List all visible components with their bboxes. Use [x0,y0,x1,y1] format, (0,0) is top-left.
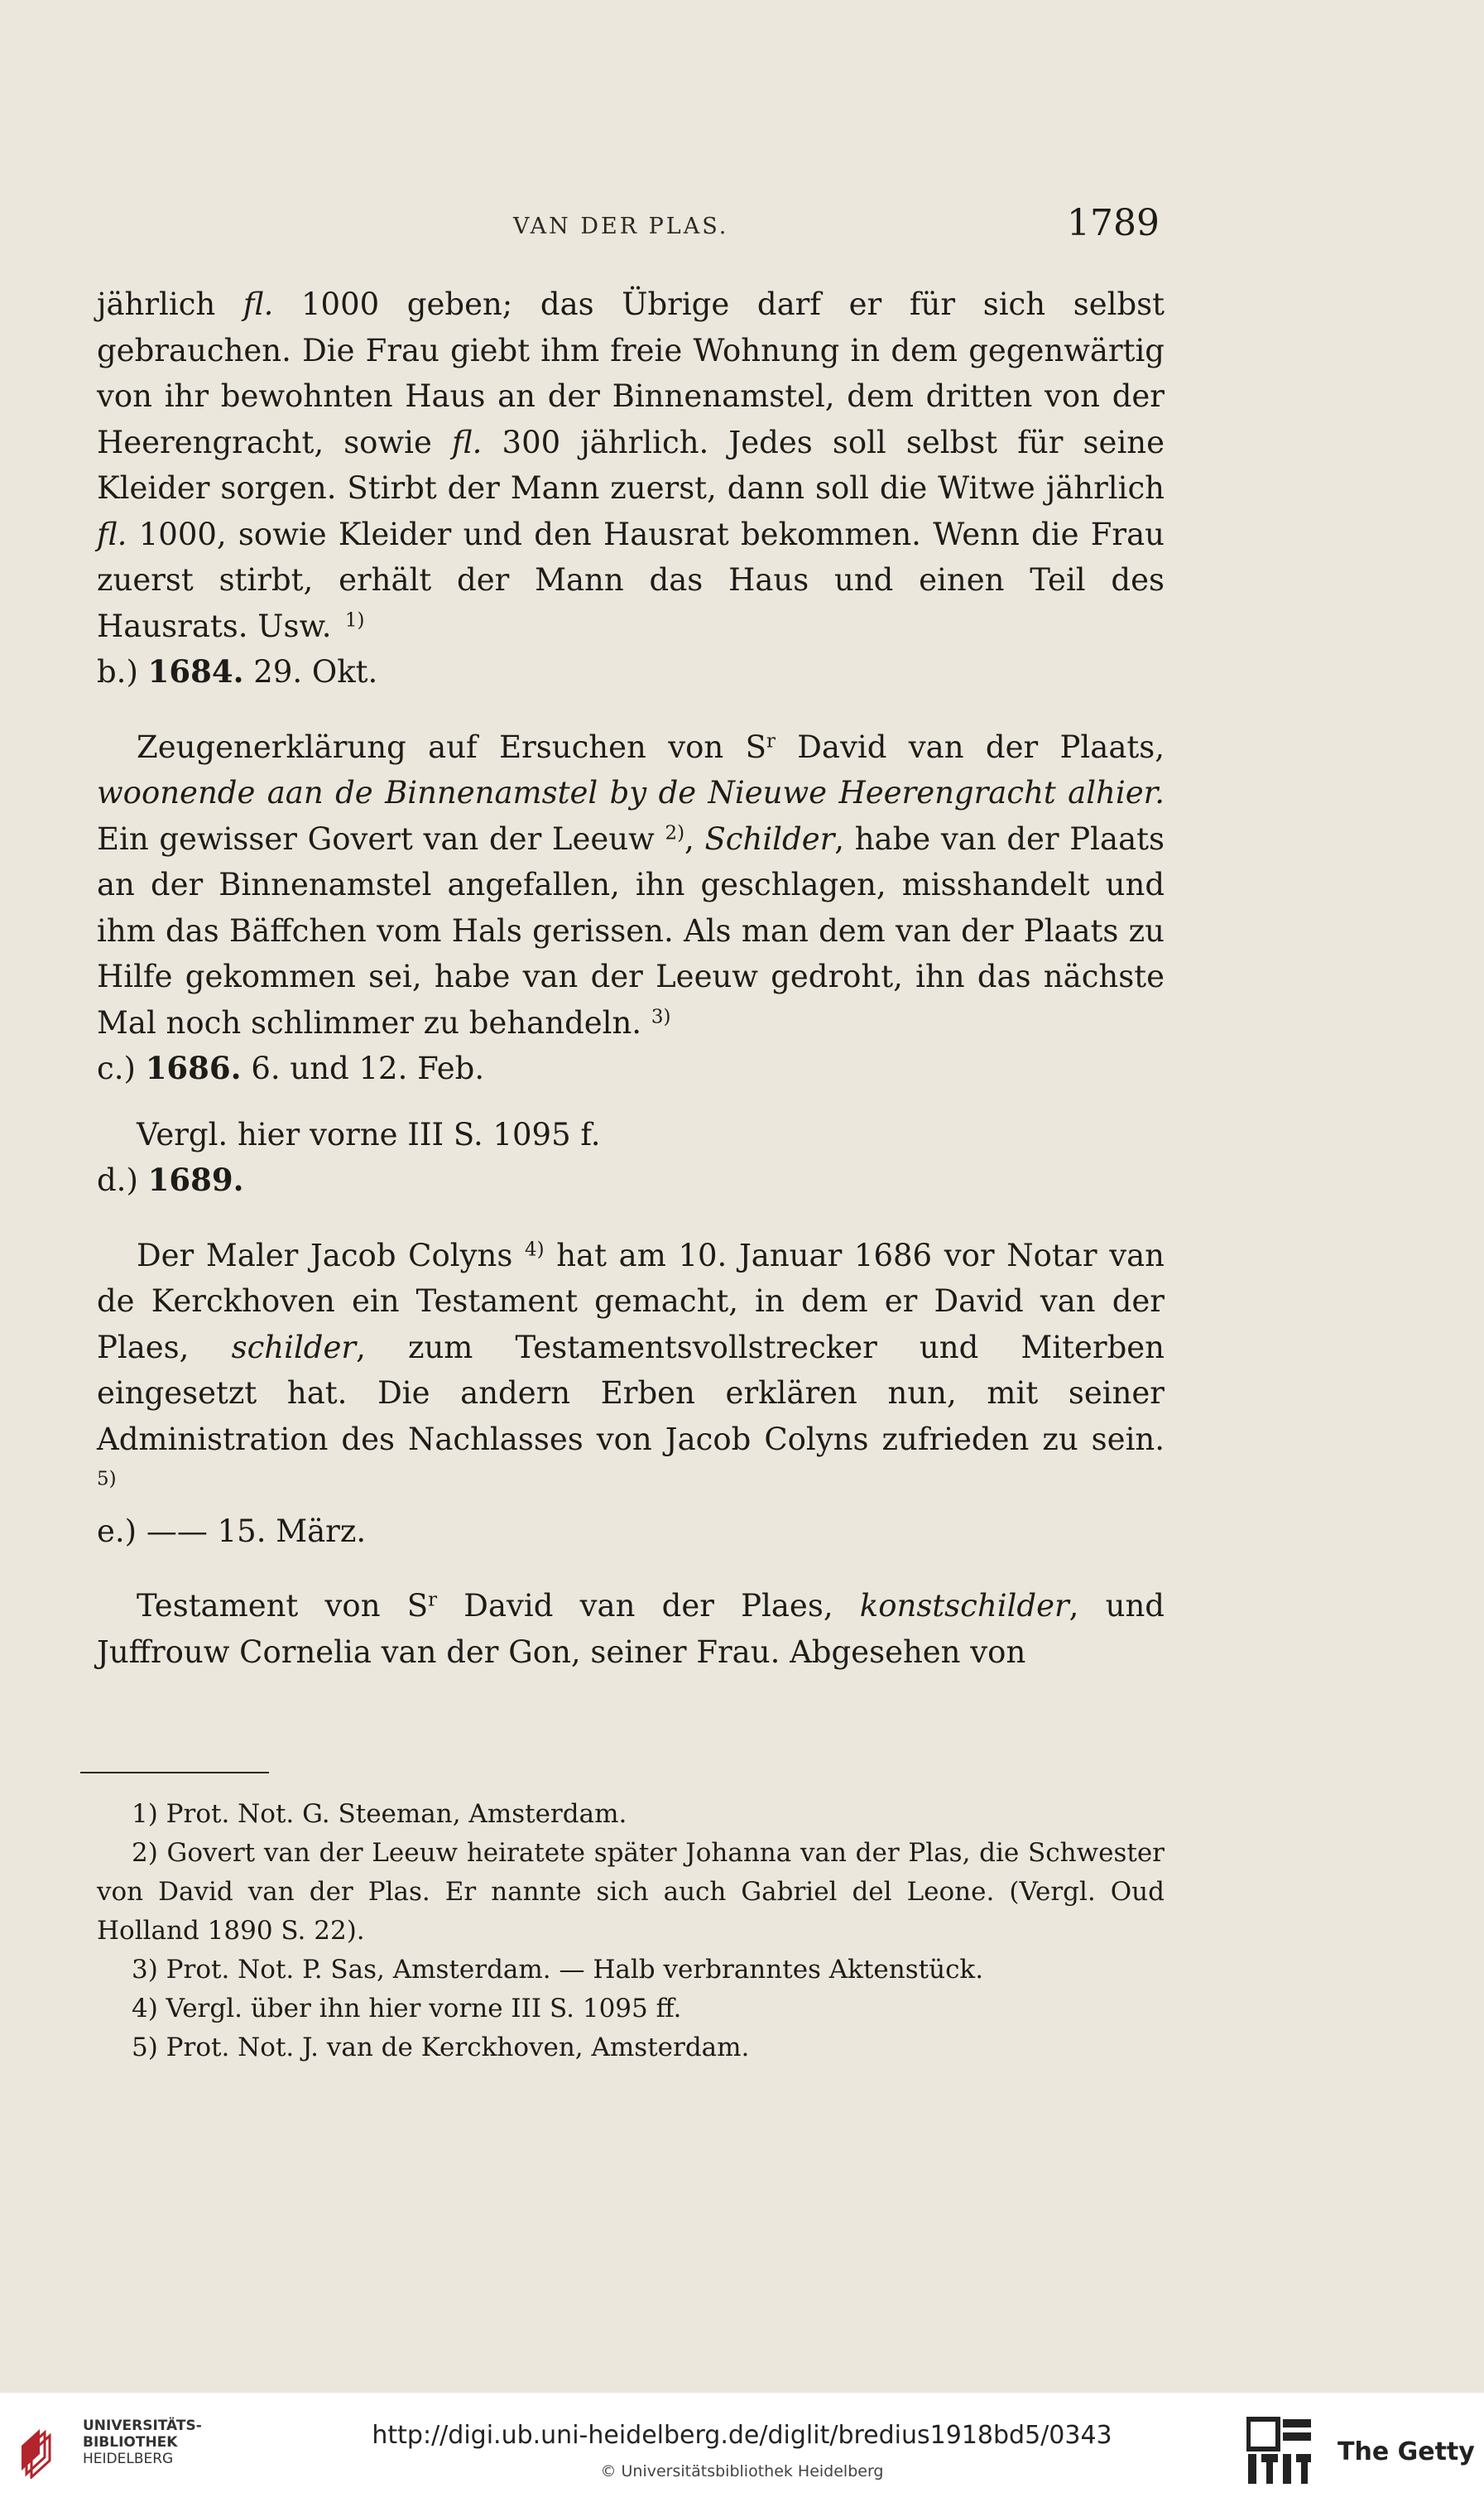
footnote-1: 1) Prot. Not. G. Steeman, Amsterdam. [132,1799,627,1829]
page-number: 1789 [1067,202,1160,244]
body-text [97,281,1165,1675]
running-title: VAN DER PLAS. [513,214,729,239]
footnote-3: 3) Prot. Not. P. Sas, Amsterdam. — Halb verbranntes Aktenstück. [132,1955,984,1985]
library-name: UNIVERSITÄTS- BIBLIOTHEK HEIDELBERG [83,2418,202,2467]
entry-text-e: Testament von $S^r$ David van der Plaes, konstschilder, und Juffrouw Cornelia van der Gon, seiner Frau. Abgesehen von [97,1588,1165,1670]
copyright-notice: © Universitätsbibliothek Heidelberg [600,2462,884,2480]
paragraph-intro [97,281,1165,649]
entry-year-d: 1689. [147,1162,244,1198]
footnote-5: 5) Prot. Not. J. van de Kerckhoven, Amsterdam. [132,2033,750,2062]
viewer-footer [0,2393,1484,2502]
running-head [0,197,1484,247]
entry-year-b: 1684. [147,653,244,690]
entry-heading-c: c.) 1686. 6. und 12. Feb. [97,1050,485,1086]
footnote-ref-4: 4) [525,1238,545,1260]
footnote-2: 2) Govert van der Leeuw heiratete später Johanna van der Plas, die Schwester von David van der Plas. Er nannte sich auch Gabriel del Leone. (Vergl. Oud Holland 1890 S. 22). [97,1838,1165,1946]
footnote-divider [80,1772,269,1773]
entry-text-d: Der Maler Jacob Colyns $^{4)}$ hat am 10. Januar 1686 vor Notar van de Kerckhoven ein Testament gemacht, in dem er David van der Plaes, schilder, zum Testamentsvollstrecker und Miterben eingesetzt hat. Die andern Erben erklären nun, mit seiner Administration des Nachlasses von Jacob Colyns zufrieden zu sein. $^{5)}$ [97,1237,1165,1490]
footnote-ref-3: 3) [651,1005,671,1027]
getty-logo-icon[interactable] [1246,2416,1313,2485]
entry-heading-b: b.) 1684. 29. Okt. [97,653,378,690]
permalink-url[interactable]: http://digi.ub.uni-heidelberg.de/diglit/bredius1918bd5/0343 [372,2421,1112,2450]
paragraph-intro-text: jährlich fl. 1000 geben; das Übrige darf er für sich selbst gebrauchen. Die Frau giebt ihm freie Wohnung in dem gegenwärtig von ihr bewohnten Haus an der Binnenamstel, dem dritten von der Heerengracht, sowie fl. 300 jährlich. Jedes soll selbst für seine Kleider sorgen. Stirbt der Mann zuerst, dann soll die Witwe jährlich fl. 1000, sowie Kleider und den Hausrat bekommen. Wenn die Frau zuerst stirbt, erhält der Mann das Haus und einen Teil des Hausrats. Usw. [97,286,1165,644]
getty-name: The Getty [1338,2437,1475,2466]
footnotes [97,1795,1165,2067]
entry-text-b: Zeugenerklärung auf Ersuchen von $S^r$ David van der Plaats, woonende aan de Binnenamstel by de Nieuwe Heerengracht alhier. Ein gewisser Govert van der Leeuw $^{2)}$, Schilder, habe van der Plaats an der Binnenamstel angefallen, ihn geschlagen, misshandelt und ihm das Bäffchen vom Hals gerissen. Als man dem van der Plaats zu Hilfe gekommen sei, habe van der Leeuw gedroht, ihn das nächste Mal noch schlimmer zu behandeln. $^{3)}$ [97,729,1165,1041]
footnote-ref-5: 5) [97,1468,117,1490]
entry-year-c: 1686. [145,1050,242,1086]
entry-heading-d: d.) 1689. [97,1162,244,1198]
entry-italic-b: woonende aan de Binnenamstel by de Nieuwe Heerengracht alhier. [97,775,1165,811]
entry-text-c: Vergl. hier vorne III S. 1095 f. [137,1116,601,1152]
footnote-4: 4) Vergl. über ihn hier vorne III S. 1095 ff. [132,1994,682,2023]
footnote-ref-2: 2) [665,821,685,844]
entry-heading-e: e.) —— 15. März. [97,1513,367,1549]
footnote-ref-1: 1) [344,609,365,631]
